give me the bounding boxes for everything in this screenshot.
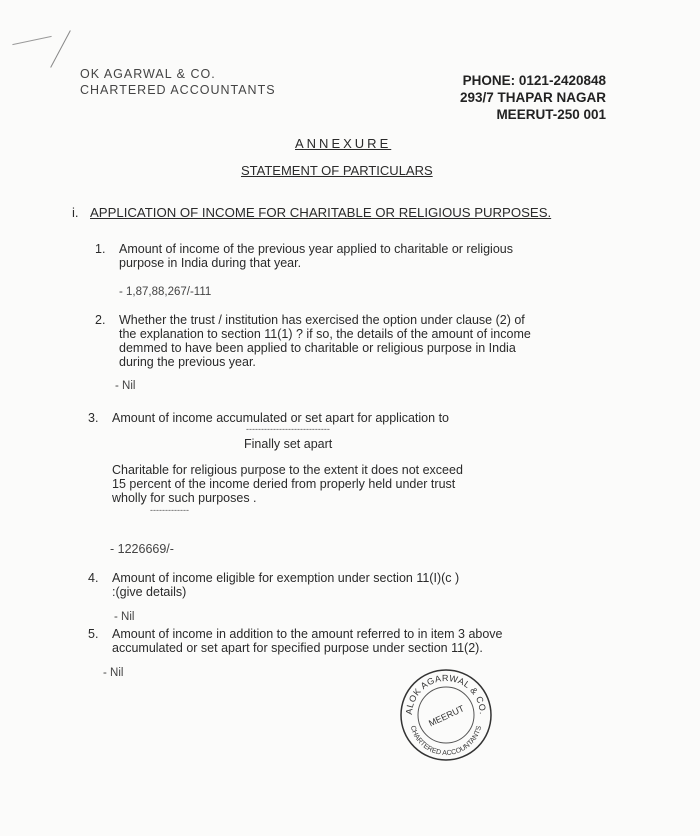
section-numeral: i. bbox=[72, 205, 79, 220]
item-text: Amount of income in addition to the amount referred to in item 3 above bbox=[112, 627, 503, 641]
item-number: 4. bbox=[88, 571, 99, 585]
list-item bbox=[88, 411, 449, 425]
item-text: purpose in India during that year. bbox=[119, 256, 302, 270]
item-text: Amount of income accumulated or set apart for application to bbox=[112, 411, 449, 425]
item-paragraph bbox=[112, 463, 463, 505]
item-number: 2. bbox=[95, 313, 106, 327]
seal-bottom-text: CHARTERED ACCOUNTANTS bbox=[408, 725, 484, 758]
item-answer: - Nil bbox=[115, 380, 136, 392]
list-item bbox=[88, 627, 503, 655]
pen-stroke bbox=[50, 30, 71, 68]
item-text: accumulated or set apart for specified purpose under section 11(2). bbox=[112, 641, 483, 655]
item-text: Amount of income of the previous year applied to charitable or religious bbox=[119, 242, 513, 256]
contact-block bbox=[460, 72, 606, 123]
separator-dashes: ---------------------------- bbox=[246, 424, 330, 434]
item-number: 5. bbox=[88, 627, 99, 641]
address-line-1: 293/7 THAPAR NAGAR bbox=[459, 90, 606, 105]
item-text: wholly for such purposes . bbox=[112, 491, 257, 505]
item-answer: - Nil bbox=[114, 611, 135, 623]
separator-dashes: ------------- bbox=[150, 505, 189, 515]
document-title: ANNEXURE bbox=[295, 136, 392, 151]
item-subheading: Finally set apart bbox=[244, 437, 333, 451]
item-text: Charitable for religious purpose to the extent it does not exceed bbox=[112, 463, 463, 477]
item-answer: - Nil bbox=[103, 667, 124, 679]
firm-name: OK AGARWAL & CO. bbox=[80, 67, 216, 81]
item-text: 15 percent of the income deried from properly held under trust bbox=[112, 477, 456, 491]
firm-subtitle: CHARTERED ACCOUNTANTS bbox=[80, 83, 276, 97]
item-answer: - 1226669/- bbox=[110, 542, 174, 556]
seal-stamp-icon bbox=[398, 667, 494, 763]
firm-letterhead bbox=[80, 66, 276, 98]
item-text: Amount of income eligible for exemption under section 11(I)(c ) bbox=[112, 571, 460, 585]
item-text: the explanation to section 11(1) ? if so, the details of the amount of income bbox=[119, 327, 531, 341]
svg-text:ALOK AGARWAL & CO. bbox=[404, 673, 488, 715]
seal-ring-text: ALOK AGARWAL & CO. bbox=[403, 672, 489, 716]
document-subtitle: STATEMENT OF PARTICULARS bbox=[241, 163, 433, 178]
section-heading bbox=[72, 205, 551, 220]
seal-center-text: MEERUT bbox=[427, 703, 466, 729]
company-seal bbox=[398, 667, 494, 763]
item-text: during the previous year. bbox=[119, 355, 256, 369]
phone-number: PHONE: 0121-2420848 bbox=[462, 73, 606, 88]
pen-mark bbox=[12, 36, 51, 45]
list-item bbox=[88, 571, 459, 599]
item-text: :(give details) bbox=[112, 585, 187, 599]
address-line-2: MEERUT-250 001 bbox=[496, 107, 606, 122]
item-number: 3. bbox=[88, 411, 99, 425]
item-text: demmed to have been applied to charitable or religious purpose in India bbox=[119, 341, 516, 355]
section-title: APPLICATION OF INCOME FOR CHARITABLE OR RELIGIOUS PURPOSES. bbox=[90, 205, 552, 220]
item-answer: - 1,87,88,267/-111 bbox=[119, 286, 212, 298]
item-text: Whether the trust / institution has exercised the option under clause (2) of bbox=[119, 313, 525, 327]
list-item bbox=[95, 313, 531, 369]
list-item bbox=[95, 242, 513, 270]
item-number: 1. bbox=[95, 242, 106, 256]
